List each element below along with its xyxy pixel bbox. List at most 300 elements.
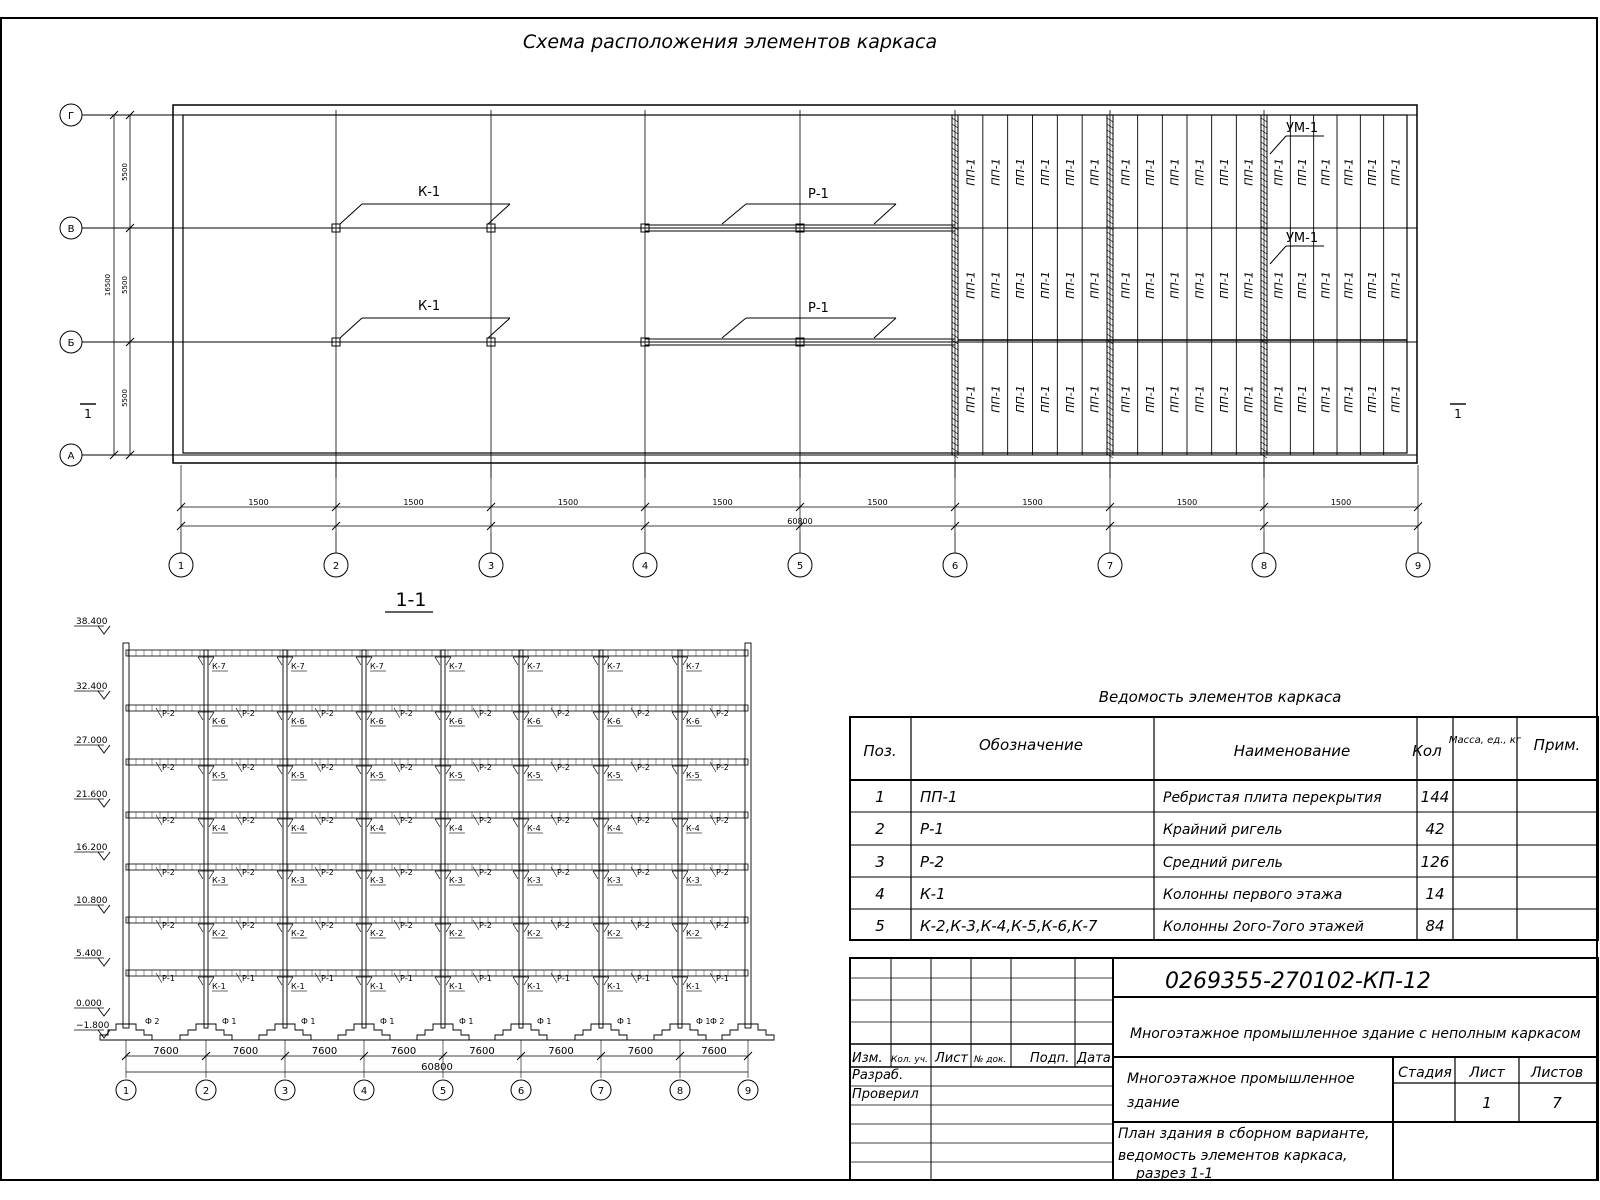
plan-slab-label: ПП-1 bbox=[1242, 158, 1256, 186]
plan-col-bubble-label: 5 bbox=[796, 561, 804, 572]
plan-slab-label: ПП-1 bbox=[1242, 385, 1256, 413]
plan-slab-label: ПП-1 bbox=[1272, 271, 1286, 299]
plan-slab-label: ПП-1 bbox=[1038, 158, 1052, 186]
section-beam-tag: Р-2 bbox=[162, 816, 175, 825]
schedule-cell-qty: 126 bbox=[1420, 853, 1450, 871]
schedule-cell-name: Колонны 2ого-7ого этажей bbox=[1163, 919, 1364, 935]
section-column-tag: К-3 bbox=[607, 876, 621, 885]
sheets-total: 7 bbox=[1552, 1094, 1562, 1112]
plan-slab-label: ПП-1 bbox=[1088, 385, 1102, 413]
schedule-cell-qty: 42 bbox=[1425, 820, 1445, 838]
plan-slab-label: ПП-1 bbox=[1366, 385, 1379, 413]
section-level-arrow bbox=[98, 691, 110, 699]
plan-row-bubble-label: Б bbox=[67, 338, 75, 349]
title-block-col-header: Дата bbox=[1077, 1051, 1111, 1066]
plan-dim-span: 1500 bbox=[1022, 498, 1043, 507]
section-floor-slab bbox=[126, 864, 748, 870]
section-level-arrow bbox=[98, 852, 110, 860]
schedule-cell-qty: 84 bbox=[1425, 917, 1445, 935]
section-foundation-label: Ф 2 bbox=[145, 1017, 160, 1026]
section-beam-tag: Р-1 bbox=[637, 974, 650, 983]
schedule-cell-code: К-1 bbox=[920, 885, 946, 903]
section-corbel bbox=[672, 766, 677, 774]
section-beam-tag: Р-2 bbox=[479, 763, 492, 772]
section-axis-label: 9 bbox=[744, 1086, 752, 1097]
section-level-arrow bbox=[98, 799, 110, 807]
section-foundation bbox=[575, 1024, 627, 1040]
section-beam-tag: Р-2 bbox=[400, 709, 413, 718]
schedule-header-qty: Кол bbox=[1412, 742, 1442, 760]
plan-slab-label: ПП-1 bbox=[1342, 271, 1356, 299]
section-dimensions bbox=[122, 1040, 752, 1078]
section-column-tag: К-1 bbox=[607, 982, 621, 991]
plan-slab-label: ПП-1 bbox=[1168, 271, 1182, 299]
section-beam-tag: Р-1 bbox=[242, 974, 255, 983]
plan-slab-label: ПП-1 bbox=[1366, 158, 1379, 186]
project-name: Многоэтажное промышленное здание с неполным каркасом bbox=[1130, 1026, 1581, 1042]
section-corbel bbox=[198, 924, 203, 932]
plan-dim-span: 1500 bbox=[867, 498, 888, 507]
section-corbel bbox=[277, 819, 282, 827]
section-beam-tag: Р-2 bbox=[716, 709, 729, 718]
section-column bbox=[283, 650, 287, 1028]
plan-slab-label: ПП-1 bbox=[1088, 158, 1102, 186]
section-dim-span: 7600 bbox=[390, 1046, 417, 1057]
section-beam-tag: Р-1 bbox=[479, 974, 492, 983]
schedule-cell-pos: 2 bbox=[875, 820, 885, 838]
section-cut-label: 1 bbox=[84, 407, 92, 421]
plan-dim-span: 1500 bbox=[1330, 498, 1352, 507]
plan-slab-label: ПП-1 bbox=[1038, 385, 1052, 413]
plan-slab-label: ПП-1 bbox=[989, 385, 1003, 413]
section-beam-tag: Р-2 bbox=[716, 816, 729, 825]
section-dim-span: 7600 bbox=[469, 1046, 495, 1057]
section-frame bbox=[100, 643, 774, 1040]
plan-slab-label: ПП-1 bbox=[1272, 385, 1286, 413]
section-beam-tag: Р-2 bbox=[716, 921, 729, 930]
section-beam-tag: Р-2 bbox=[479, 816, 492, 825]
plan-slab-label: ПП-1 bbox=[1319, 385, 1333, 413]
plan-leader bbox=[340, 318, 362, 338]
plan-leader bbox=[340, 204, 362, 224]
plan-dimensions bbox=[80, 111, 1466, 532]
section-corbel bbox=[435, 712, 440, 720]
section-foundation-label: Ф 1 bbox=[459, 1017, 474, 1026]
section-corbel bbox=[435, 924, 440, 932]
section-dim-span: 7600 bbox=[548, 1046, 574, 1057]
section-level-value: 32.400 bbox=[76, 682, 108, 692]
section-corbel bbox=[513, 819, 518, 827]
section-column-tag: К-5 bbox=[212, 771, 226, 780]
section-corbel bbox=[356, 924, 361, 932]
section-column-tag: К-5 bbox=[449, 771, 463, 780]
section-level-value: 21.600 bbox=[76, 790, 108, 800]
plan-dim-total: 60800 bbox=[787, 517, 813, 526]
plan-slab-label: ПП-1 bbox=[1168, 385, 1182, 413]
section-beam-tag: Р-2 bbox=[479, 921, 492, 930]
sheet-desc-line2: ведомость элементов каркаса, bbox=[1118, 1148, 1348, 1164]
plan-leader bbox=[722, 318, 746, 338]
schedule-cell-qty: 14 bbox=[1425, 885, 1445, 903]
section-corbel bbox=[672, 819, 677, 827]
section-corbel bbox=[513, 766, 518, 774]
plan-dim-span: 1500 bbox=[403, 498, 424, 507]
section-corbel bbox=[672, 712, 677, 720]
title-block-col-header: Лист bbox=[935, 1051, 968, 1066]
section-column bbox=[362, 650, 366, 1028]
section-column-tag: К-4 bbox=[607, 824, 621, 833]
section-corbel bbox=[356, 819, 361, 827]
section-corbel bbox=[593, 819, 598, 827]
section-foundation bbox=[338, 1024, 390, 1040]
section-beam-tag: Р-2 bbox=[321, 763, 334, 772]
section-floor-slab bbox=[126, 970, 748, 976]
plan-slab-label: ПП-1 bbox=[1014, 271, 1028, 299]
section-corbel bbox=[593, 766, 598, 774]
plan-slab-label: ПП-1 bbox=[1296, 271, 1309, 299]
section-level-value: 10.800 bbox=[76, 896, 108, 906]
plan-leader bbox=[874, 318, 896, 338]
section-foundation-label: Ф 1 bbox=[301, 1017, 316, 1026]
schedule-cell-pos: 3 bbox=[875, 853, 885, 871]
section-corbel bbox=[356, 657, 361, 665]
plan-slab-label: ПП-1 bbox=[1193, 158, 1207, 186]
sheets-label: Листов bbox=[1530, 1065, 1584, 1081]
plan-slab-label: ПП-1 bbox=[1319, 158, 1333, 186]
section-corbel bbox=[672, 657, 677, 665]
plan-slab-label: ПП-1 bbox=[1218, 158, 1231, 186]
section-beam-tag: Р-2 bbox=[400, 763, 413, 772]
section-beam-tag: Р-2 bbox=[557, 921, 570, 930]
schedule-cell-pos: 4 bbox=[875, 885, 885, 903]
plan-row-bubble-label: В bbox=[67, 224, 75, 235]
section-column-tag: К-6 bbox=[449, 717, 463, 726]
section-foundation-label: Ф 1 bbox=[696, 1017, 711, 1026]
section-floor-slab bbox=[126, 759, 748, 765]
schedule-cell-name: Ребристая плита перекрытия bbox=[1163, 790, 1382, 806]
section-corbel bbox=[198, 657, 203, 665]
sheet-label: Лист bbox=[1469, 1065, 1505, 1081]
section-foundation bbox=[259, 1024, 311, 1040]
section-corbel bbox=[593, 871, 598, 879]
plan-slab-label: ПП-1 bbox=[1063, 385, 1077, 413]
section-column-tag: К-6 bbox=[212, 717, 226, 726]
section-beam-tag: Р-2 bbox=[716, 763, 729, 772]
sheet-frame bbox=[1, 18, 1597, 1180]
section-beam-tag: Р-2 bbox=[162, 763, 175, 772]
framing-plan bbox=[60, 31, 1466, 577]
section-beam-tag: Р-2 bbox=[479, 868, 492, 877]
plan-slab-label: ПП-1 bbox=[989, 271, 1003, 299]
section-beam-tag: Р-2 bbox=[400, 868, 413, 877]
schedule-header-pos: Поз. bbox=[863, 742, 897, 760]
section-level-arrow bbox=[98, 745, 110, 753]
section-axis-label: 8 bbox=[676, 1086, 684, 1097]
plan-slab-label: ПП-1 bbox=[1296, 158, 1309, 186]
section-foundation-label: Ф 1 bbox=[222, 1017, 237, 1026]
plan-col-bubble-label: 7 bbox=[1106, 561, 1114, 572]
section-corbel bbox=[198, 871, 203, 879]
section-corbel bbox=[277, 871, 282, 879]
plan-slab-label: ПП-1 bbox=[989, 158, 1003, 186]
section-corbel bbox=[198, 977, 203, 985]
section-corbel bbox=[435, 977, 440, 985]
plan-slab-label: ПП-1 bbox=[1119, 385, 1133, 413]
plan-leader bbox=[1270, 136, 1286, 154]
section-level-value: 38.400 bbox=[76, 617, 108, 627]
section-corbel bbox=[672, 924, 677, 932]
plan-dim-span: 1500 bbox=[712, 498, 733, 507]
section-level-value: 5.400 bbox=[76, 949, 102, 959]
section-beam-tag: Р-2 bbox=[162, 709, 175, 718]
section-column-tag: К-4 bbox=[212, 824, 226, 833]
section-level-value: −1.800 bbox=[76, 1021, 110, 1031]
section-corbel bbox=[198, 766, 203, 774]
plan-slab-label: ПП-1 bbox=[1193, 385, 1207, 413]
section-column-tag: К-4 bbox=[449, 824, 463, 833]
section-column bbox=[441, 650, 445, 1028]
plan-slab-label: ПП-1 bbox=[964, 158, 978, 186]
plan-slab-label: ПП-1 bbox=[1168, 158, 1182, 186]
schedule-cell-pos: 5 bbox=[875, 917, 885, 935]
section-1-1 bbox=[74, 589, 774, 1100]
section-beam-tag: Р-2 bbox=[162, 868, 175, 877]
plan-dim-bay: 5500 bbox=[121, 276, 129, 294]
plan-label-beam: Р-1 bbox=[808, 301, 829, 316]
section-corbel bbox=[356, 871, 361, 879]
section-dim-span: 7600 bbox=[627, 1046, 654, 1057]
section-column-tag: К-2 bbox=[607, 929, 621, 938]
sheet-desc-line1: План здания в сборном варианте, bbox=[1118, 1126, 1370, 1142]
section-corbel bbox=[435, 766, 440, 774]
section-column-tag: К-5 bbox=[607, 771, 621, 780]
section-beam-tag: Р-2 bbox=[242, 709, 255, 718]
section-column-tag: К-2 bbox=[527, 929, 541, 938]
section-corbel bbox=[198, 819, 203, 827]
plan-dim-bay: 5500 bbox=[121, 389, 129, 407]
section-beam-tag: Р-2 bbox=[637, 868, 650, 877]
plan-col-bubble-label: 4 bbox=[641, 561, 649, 572]
section-column-tag: К-7 bbox=[291, 662, 305, 671]
plan-label-column: К-1 bbox=[418, 299, 441, 314]
section-column-tag: К-2 bbox=[212, 929, 226, 938]
plan-label-wall: УМ-1 bbox=[1286, 121, 1319, 136]
section-beam-tag: Р-2 bbox=[557, 709, 570, 718]
plan-slab-label: ПП-1 bbox=[1038, 271, 1052, 299]
plan-col-bubble-label: 6 bbox=[951, 561, 959, 572]
section-beam-tag: Р-2 bbox=[242, 921, 255, 930]
schedule-cell-name: Крайний ригель bbox=[1163, 822, 1283, 838]
plan-slab-label: ПП-1 bbox=[964, 271, 978, 299]
section-column-tag: К-1 bbox=[370, 982, 384, 991]
section-column-tag: К-2 bbox=[449, 929, 463, 938]
building-name-line2: здание bbox=[1127, 1095, 1180, 1111]
schedule-header-mass: Масса, ед., кг bbox=[1448, 735, 1522, 746]
plan-slab-label: ПП-1 bbox=[1063, 158, 1077, 186]
section-dim-span: 7600 bbox=[232, 1046, 259, 1057]
section-beam-tag: Р-2 bbox=[321, 868, 334, 877]
section-corbel bbox=[672, 977, 677, 985]
section-beam-tag: Р-2 bbox=[400, 921, 413, 930]
section-column-tag: К-6 bbox=[686, 717, 700, 726]
section-column-tag: К-3 bbox=[686, 876, 700, 885]
section-column-tag: К-5 bbox=[686, 771, 700, 780]
section-beam-tag: Р-2 bbox=[637, 816, 650, 825]
section-column-tag: К-6 bbox=[607, 717, 621, 726]
section-column bbox=[204, 650, 208, 1028]
plan-col-bubble-label: 3 bbox=[487, 561, 495, 572]
plan-dim-bay: 5500 bbox=[121, 163, 129, 181]
section-column-tag: К-7 bbox=[449, 662, 463, 671]
plan-slab-label: ПП-1 bbox=[1144, 158, 1157, 186]
schedule-cell-name: Средний ригель bbox=[1163, 855, 1283, 871]
section-corbel bbox=[513, 657, 518, 665]
section-title: 1-1 bbox=[395, 589, 427, 611]
section-corbel bbox=[513, 712, 518, 720]
plan-element-marks bbox=[332, 185, 955, 346]
plan-col-bubble-label: 9 bbox=[1414, 561, 1422, 572]
plan-slab-label: ПП-1 bbox=[1366, 271, 1379, 299]
section-column-tag: К-1 bbox=[527, 982, 541, 991]
title-block-col-header: Изм. bbox=[852, 1051, 883, 1066]
section-corbel bbox=[435, 871, 440, 879]
section-corbel bbox=[672, 871, 677, 879]
section-beam-tag: Р-1 bbox=[321, 974, 334, 983]
plan-slab-label: ПП-1 bbox=[1144, 385, 1157, 413]
section-level-value: 0.000 bbox=[76, 999, 102, 1009]
plan-slab-label: ПП-1 bbox=[1319, 271, 1333, 299]
plan-row-bubble-label: Г bbox=[67, 111, 75, 122]
section-column-tag: К-3 bbox=[370, 876, 384, 885]
section-column-tag: К-5 bbox=[527, 771, 541, 780]
plan-label-beam: Р-1 bbox=[808, 187, 829, 202]
sheet-number: 1 bbox=[1482, 1094, 1492, 1112]
section-corbel bbox=[593, 924, 598, 932]
plan-dim-overall: 16500 bbox=[104, 273, 112, 297]
section-corbel bbox=[593, 712, 598, 720]
section-level-value: 27.000 bbox=[76, 736, 108, 746]
schedule-cell-name: Колонны первого этажа bbox=[1163, 887, 1343, 903]
developed-label: Разраб. bbox=[852, 1068, 904, 1083]
plan-slab-label: ПП-1 bbox=[1389, 271, 1403, 299]
plan-slab-label: ПП-1 bbox=[1296, 385, 1309, 413]
section-column-tag: К-4 bbox=[291, 824, 305, 833]
section-column-tag: К-7 bbox=[370, 662, 384, 671]
section-column-tag: К-7 bbox=[686, 662, 700, 671]
section-column-tag: К-3 bbox=[212, 876, 226, 885]
checked-label: Проверил bbox=[852, 1087, 919, 1102]
plan-title: Схема расположения элементов каркаса bbox=[522, 31, 938, 53]
plan-col-bubble-label: 8 bbox=[1260, 561, 1268, 572]
section-beam-tag: Р-2 bbox=[716, 868, 729, 877]
section-axis-label: 6 bbox=[517, 1086, 525, 1097]
schedule-cell-code: ПП-1 bbox=[920, 788, 958, 806]
section-corbel bbox=[356, 977, 361, 985]
section-dim-span: 7600 bbox=[701, 1046, 727, 1057]
section-beam-tag: Р-2 bbox=[479, 709, 492, 718]
section-axis-label: 5 bbox=[439, 1086, 447, 1097]
section-level-arrow bbox=[98, 626, 110, 634]
schedule-header-code: Обозначение bbox=[978, 736, 1084, 754]
section-beam-tag: Р-1 bbox=[557, 974, 570, 983]
section-column-tag: К-3 bbox=[527, 876, 541, 885]
section-dim-span: 7600 bbox=[311, 1046, 338, 1057]
section-axis-label: 1 bbox=[122, 1086, 130, 1097]
sheet-desc-line3: разрез 1-1 bbox=[1136, 1166, 1214, 1182]
section-foundation bbox=[180, 1024, 232, 1040]
section-column-tag: К-1 bbox=[212, 982, 226, 991]
section-foundation bbox=[722, 1024, 774, 1040]
section-foundation-label: Ф 1 bbox=[380, 1017, 395, 1026]
section-axis-label: 2 bbox=[202, 1086, 210, 1097]
section-beam-tag: Р-2 bbox=[242, 816, 255, 825]
section-beam-tag: Р-2 bbox=[637, 709, 650, 718]
section-corbel bbox=[277, 924, 282, 932]
plan-slab-label: ПП-1 bbox=[1119, 158, 1133, 186]
section-foundation bbox=[417, 1024, 469, 1040]
plan-slab-label: ПП-1 bbox=[1193, 271, 1207, 299]
section-beam-tag: Р-2 bbox=[162, 921, 175, 930]
section-column-tag: К-3 bbox=[449, 876, 463, 885]
section-level-arrow bbox=[98, 958, 110, 966]
section-axis-label: 7 bbox=[597, 1086, 605, 1097]
section-floor-slab bbox=[126, 650, 748, 656]
section-column bbox=[519, 650, 523, 1028]
plan-slab-label: ПП-1 bbox=[964, 385, 978, 413]
section-corbel bbox=[277, 657, 282, 665]
title-block-col-header: № док. bbox=[974, 1055, 1007, 1065]
section-corbel bbox=[277, 766, 282, 774]
section-beam-tag: Р-2 bbox=[242, 763, 255, 772]
section-level-arrow bbox=[98, 1008, 110, 1016]
plan-dim-span: 1500 bbox=[557, 498, 579, 507]
schedule-cells bbox=[863, 735, 1580, 935]
section-column-tag: К-7 bbox=[607, 662, 621, 671]
section-corbel bbox=[513, 924, 518, 932]
section-axis-label: 4 bbox=[360, 1086, 368, 1097]
section-beam-tag: Р-1 bbox=[716, 974, 729, 983]
section-corbel bbox=[513, 977, 518, 985]
elements-schedule bbox=[850, 688, 1598, 940]
section-beam-tag: Р-2 bbox=[557, 868, 570, 877]
section-column-tag: К-5 bbox=[291, 771, 305, 780]
plan-slab-label: ПП-1 bbox=[1272, 158, 1286, 186]
plan-slab-label: ПП-1 bbox=[1014, 158, 1028, 186]
section-column-tag: К-7 bbox=[212, 662, 226, 671]
section-column bbox=[599, 650, 603, 1028]
section-level-value: 16.200 bbox=[76, 843, 108, 853]
plan-slab-label: ПП-1 bbox=[1389, 158, 1403, 186]
section-corbel bbox=[277, 712, 282, 720]
plan-dim-span: 1500 bbox=[248, 498, 269, 507]
section-foundation bbox=[654, 1024, 706, 1040]
plan-leader bbox=[1270, 246, 1286, 264]
plan-slab-label: ПП-1 bbox=[1389, 385, 1403, 413]
plan-leader bbox=[874, 204, 896, 224]
schedule-header-name: Наименование bbox=[1233, 742, 1351, 760]
plan-slab-layout bbox=[952, 115, 1407, 458]
plan-slab-label: ПП-1 bbox=[1014, 385, 1028, 413]
section-beam-tag: Р-2 bbox=[637, 763, 650, 772]
section-cut-label: 1 bbox=[1454, 407, 1462, 421]
section-beam-tag: Р-2 bbox=[321, 921, 334, 930]
section-beam-tag: Р-2 bbox=[557, 816, 570, 825]
plan-slab-label: ПП-1 bbox=[1088, 271, 1102, 299]
schedule-header-note: Прим. bbox=[1533, 736, 1581, 754]
section-column-tag: К-4 bbox=[527, 824, 541, 833]
section-column-tag: К-2 bbox=[686, 929, 700, 938]
section-column-tag: К-3 bbox=[291, 876, 305, 885]
